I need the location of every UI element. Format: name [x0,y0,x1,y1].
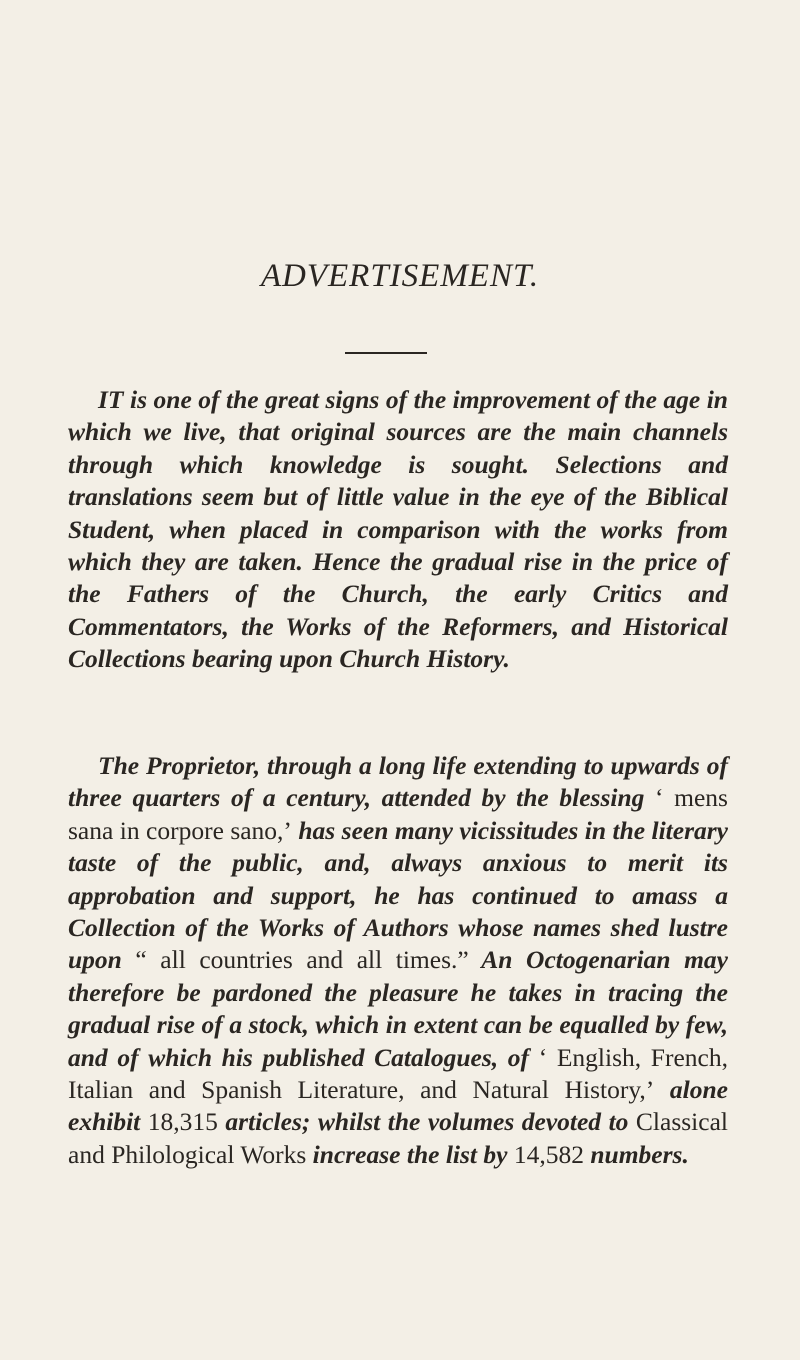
page-title: ADVERTISEMENT. [260,258,540,294]
text-segment: has seen many vicissitudes in the literary taste of the public, and, always anxious to merit its approbation and support, he has continued to amass a Collection of the Works of Authors whose names shed lustre upon [68,815,728,975]
text-segment: articles; whilst the volumes devoted to [217,1107,636,1137]
text-segment: alone exhibit [68,1075,728,1137]
text-segment: An Octogenarian may therefore be pardoned the pleasure he takes in tracing the gradual rise of a stock, which in extent can be equalled by few, and of which his published Catalogues, of [68,945,728,1072]
quote-mens-sana: ‘ mens sana in corpore sano,’ [68,783,728,845]
paragraph-proprietor [68,750,728,1171]
article-count: 18,315 [147,1107,218,1137]
title-rule [345,352,427,354]
text-segment: increase the list by [306,1139,514,1169]
number-count: 14,582 [513,1139,584,1169]
classical-works: Classical and Philological Works [68,1107,728,1169]
paragraph-intro: IT is one of the great signs of the improvement of the age in which we live, that original sources are the main channels through which knowledge is sought. Selections and translations seem but of little value in the eye of the Biblical Student, when placed in comparison with the works from which they are taken. Hence the gradual rise in the price of the Fathers of the Church, the early Critics and Commentators, the Works of the Reformers, and Historical Collections bearing upon Church History. [68,385,728,674]
quote-all-countries: “ all countries and all times.” [135,945,469,975]
text-segment: numbers. [583,1139,689,1169]
catalogue-titles: ‘ English, French, Italian and Spanish Literature, and Natural History,’ [68,1042,728,1105]
text-segment: The Proprietor, through a long life extending to upwards of three quarters of a century, attended by the blessing [68,751,728,813]
